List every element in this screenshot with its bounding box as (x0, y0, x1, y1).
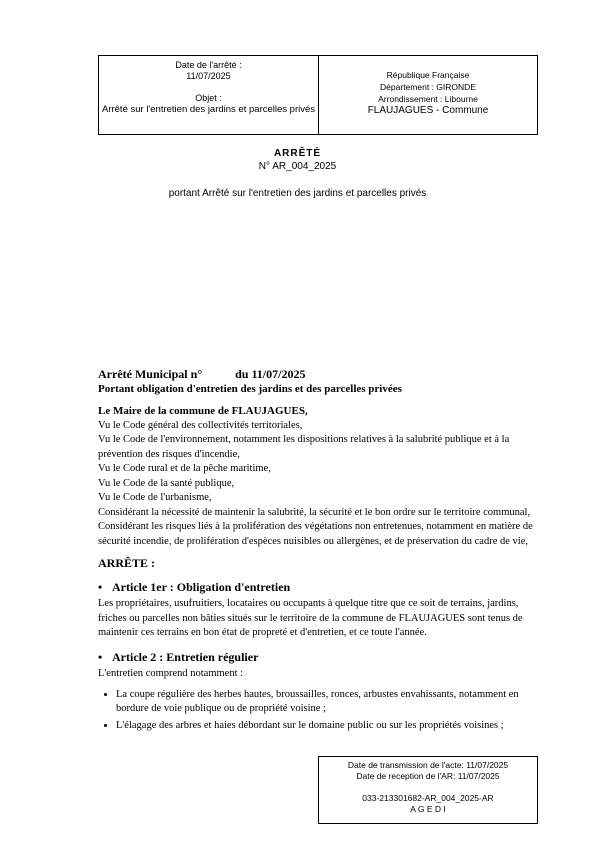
arrete-number: N° AR_004_2025 (258, 161, 337, 172)
objet-label: Objet : (195, 93, 222, 103)
vu-line: Vu le Code général des collectivités territoriales, (98, 419, 303, 431)
sub-heading: Portant obligation d'entretien des jardins et des parcelles privées (98, 382, 402, 395)
commune: FLAUJAGUES - Commune (367, 105, 489, 116)
maire-line: Le Maire de la commune de FLAUJAGUES, (98, 405, 308, 417)
article-2-intro: L'entretien comprend notamment : (98, 668, 244, 679)
transmission-stamp (318, 756, 538, 824)
arrete-subject: portant Arrêté sur l'entretien des jardins et parcelles privés (168, 188, 427, 199)
vu-line: Vu le Code de l'urbanisme, (98, 492, 212, 503)
objet-value: Arrêté sur l'entretien des jardins et parcelles privés (101, 104, 316, 115)
arrondissement: Arrondissement : Libourne (378, 94, 478, 104)
stamp-agedi: A G E D I (410, 804, 446, 814)
considerant-line: Considérant les risques liés à la prolifération des végétations non entretenues, notamment en matière de sécurité incendie, de prolifération d'espèces nuisibles ou allergènes, et de préservation du cadre de vie, (98, 521, 533, 547)
arrete-word: ARRÊTE : (98, 556, 156, 570)
article-2-list (98, 688, 538, 734)
main-heading: Arrêté Municipal n° du 11/07/2025 (98, 367, 306, 381)
stamp-reference: 033-213301682-AR_004_2025-AR (362, 793, 494, 803)
header-table (98, 55, 538, 135)
arrete-heading: ARRÊTÉ (273, 148, 322, 159)
header-left-cell (99, 56, 319, 134)
vu-line: Vu le Code de la santé publique, (98, 477, 235, 489)
republique: République Française (386, 70, 470, 80)
considerant-line: Considérant la nécessité de maintenir la salubrité, la sécurité et le bon ordre sur le territoire communal, (98, 506, 531, 518)
transmission-date: Date de transmission de l'acte: 11/07/2025 (347, 760, 509, 770)
departement: Département : GIRONDE (380, 82, 476, 92)
list-item: • La coupe régulière des herbes hautes, broussailles, ronces, arbustes envahissants, notamment en bordure de voie publique ou de propriété voisine ; (116, 688, 538, 717)
article-2-title: Article 2 : Entretien régulier (112, 649, 259, 664)
date-label: Date de l'arrêté : (175, 60, 242, 70)
title-block (0, 148, 595, 174)
bullet-icon: • (98, 579, 103, 594)
reception-date: Date de reception de l'AR: 11/07/2025 (356, 771, 500, 781)
date-value: 11/07/2025 (186, 71, 231, 81)
bullet-icon: • (98, 649, 103, 664)
list-item: • L'élagage des arbres et haies débordant sur le domaine public ou sur les propriétés voisines ; (116, 719, 538, 734)
article-1-title: Article 1er : Obligation d'entretien (112, 579, 291, 594)
article-1-heading (98, 580, 538, 595)
vu-line: Vu le Code de l'environnement, notamment les dispositions relatives à la salubrité publique et à la prévention des risques d'incendie, (98, 434, 510, 460)
header-right-cell (319, 56, 537, 134)
document-body (98, 367, 538, 735)
article-2-heading (98, 650, 538, 665)
vu-line: Vu le Code rural et de la pêche maritime, (98, 463, 271, 474)
article-1-text: Les propriétaires, usufruitiers, locataires ou occupants à quelque titre que ce soit de terrains, jardins, friches ou parcelles non bâties situés sur le territoire de la commune de FLAUJAGUES sont tenus de maintenir ces terrains en bon état de propreté et d'entretien, et ce toute l'année. (98, 598, 523, 638)
